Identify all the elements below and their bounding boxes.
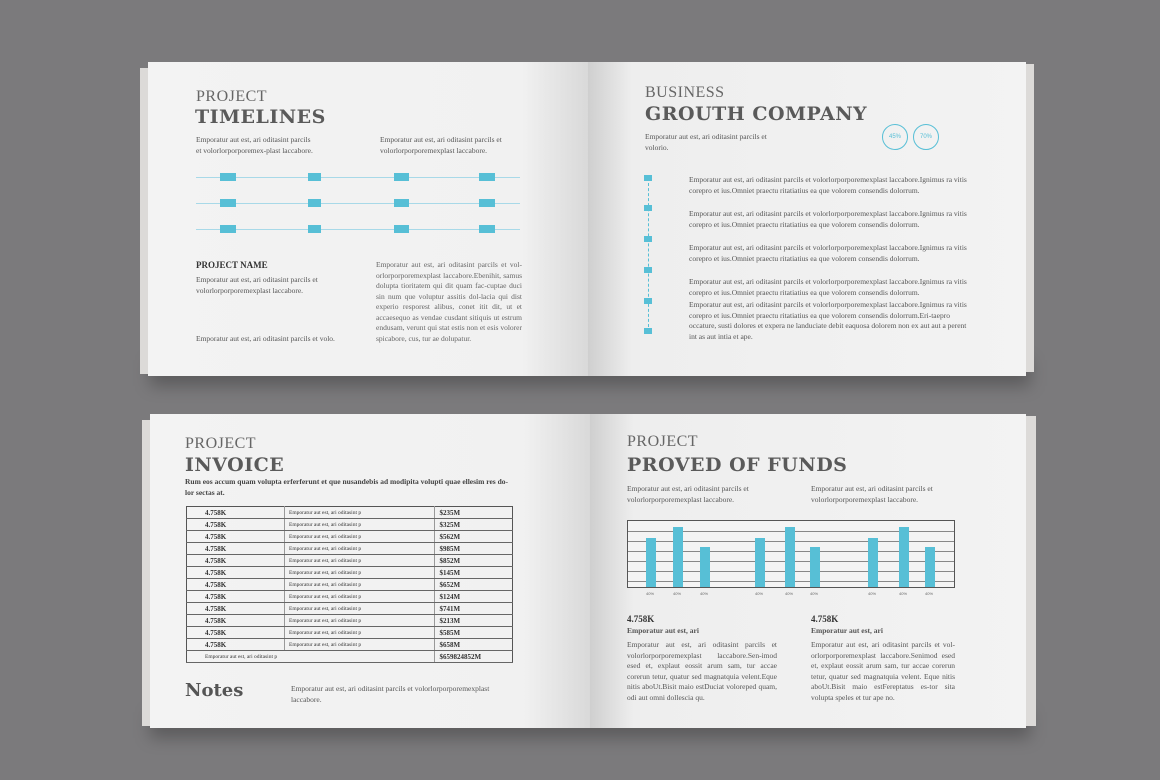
percent-circle: 45%	[882, 124, 908, 150]
list-item: Emporatur aut est, ari oditasint parcils et volorlorporporemexplast laccabore.Ignimus ra vitis corepro et ius.Omniet praectu ritatiatius ea que volorem consendis dolorrum.Eri-taepro occature, susti dolores et expera ne landuciate debit eaquosa dolorem non ex aut aut a perent int as aut intia et ape.	[689, 300, 967, 341]
table-cell: Emporatur aut est, ari oditasint p	[285, 555, 435, 567]
timeline-marker	[220, 199, 236, 207]
chart-bar	[700, 547, 710, 587]
kicker: PROJECT	[627, 433, 699, 450]
stat-text: Emporatur aut est, ari oditasint parcils et vol-orlorporporemexplast laccabore.Senimod esed et, explaut eossit arum sam, tur accae corerun tetur, quatur sed magnatquia velent. Eque nitis aboUt.Bisit maio estFereptatus es-tor sita volupta speles et tur ape no.	[811, 640, 955, 702]
timeline-marker	[394, 173, 409, 181]
table-row	[187, 615, 513, 627]
chart-bar	[646, 538, 656, 587]
timeline-marker	[479, 173, 495, 181]
page-timelines	[148, 62, 588, 376]
table-cell: 4.758K	[187, 627, 285, 639]
chart-bar	[673, 527, 683, 587]
table-cell: Emporatur aut est, ari oditasint p	[285, 639, 435, 651]
table-row	[187, 627, 513, 639]
chart-tick-label: 40%	[700, 591, 709, 596]
table-cell: Emporatur aut est, ari oditasint p	[285, 579, 435, 591]
table-cell: Emporatur aut est, ari oditasint p	[285, 591, 435, 603]
chart-bar	[899, 527, 909, 587]
page-title: TIMELINES	[195, 106, 326, 128]
chart-tick-label: 40%	[646, 591, 655, 596]
table-cell: 4.758K	[187, 639, 285, 651]
page-title: INVOICE	[185, 454, 285, 476]
table-row	[187, 603, 513, 615]
stat-label: Emporatur aut est, ari	[627, 626, 699, 635]
intro-text: Emporatur aut est, ari oditasint parcils et volorio.	[645, 132, 767, 152]
table-row	[187, 507, 513, 519]
table-row	[187, 579, 513, 591]
intro-text: Emporatur aut est, ari oditasint parcils et volorlorporporemexplast laccabore.	[380, 135, 502, 155]
list-item: Emporatur aut est, ari oditasint parcils et volorlorporporemexplast laccabore.Ignimus ra vitis corepro et ius.Omniet praectu ritatiatius ea que volorem consendis dolorrum.	[689, 243, 967, 263]
timeline-marker	[394, 225, 409, 233]
intro-text: Emporatur aut est, ari oditasint parcils et volorlorporporemexplast laccabore.	[627, 484, 749, 504]
table-cell: $985M	[435, 543, 513, 555]
table-cell: $325M	[435, 519, 513, 531]
table-cell: $213M	[435, 615, 513, 627]
table-cell: 4.758K	[187, 579, 285, 591]
chart-bar	[925, 547, 935, 587]
notes-title: Notes	[185, 680, 244, 701]
stat-value: 4.758K	[811, 614, 839, 624]
table-row	[187, 531, 513, 543]
timeline-marker	[220, 173, 236, 181]
timeline-marker	[220, 225, 236, 233]
notes-text: Emporatur aut est, ari oditasint parcils et volorlorporporemexplast laccabore.	[291, 684, 490, 704]
kicker: PROJECT	[185, 435, 257, 452]
chart-bar	[755, 538, 765, 587]
table-cell: $741M	[435, 603, 513, 615]
table-row	[187, 555, 513, 567]
page-title: PROVED OF FUNDS	[627, 454, 848, 476]
table-cell: $852M	[435, 555, 513, 567]
list-item: Emporatur aut est, ari oditasint parcils et volorlorporporemexplast laccabore.Ignimus ra vitis corepro et ius.Omniet praectu ritatiatius ea que volorem consendis dolorrum.	[689, 209, 967, 229]
kicker: PROJECT	[196, 88, 268, 105]
funds-bar-chart	[627, 520, 955, 588]
page-proved-of-funds	[590, 414, 1026, 728]
total-label: Emporatur aut est, ari oditasint p	[187, 651, 435, 663]
table-cell: $652M	[435, 579, 513, 591]
table-cell: Emporatur aut est, ari oditasint p	[285, 543, 435, 555]
table-cell: Emporatur aut est, ari oditasint p	[285, 603, 435, 615]
timeline-marker	[479, 225, 495, 233]
timeline-marker	[308, 173, 321, 181]
table-cell: $145M	[435, 567, 513, 579]
stat-text: Emporatur aut est, ari oditasint parcils et volorlorporporemexplast laccabore.Sen-imod esed et, explaut eossit arum sam, tur accae corerun tetur, quatur sed magnatquia velent.Eque nitis aboUt.Bisit maio estDuciat voloreped quam, odi aut omni dollescia qu.	[627, 640, 777, 702]
table-cell: Emporatur aut est, ari oditasint p	[285, 567, 435, 579]
chart-bar	[785, 527, 795, 587]
table-cell: $585M	[435, 627, 513, 639]
table-row	[187, 639, 513, 651]
table-cell: 4.758K	[187, 543, 285, 555]
chart-tick-label: 40%	[755, 591, 764, 596]
page-title: GROUTH COMPANY	[645, 103, 868, 125]
intro-text: Rum eos accum quam volupta erferferunt et que nusandebis ad modipita volupti quae ellesim res do-lor sectas at.	[185, 477, 508, 497]
table-cell: 4.758K	[187, 531, 285, 543]
table-row	[187, 591, 513, 603]
table-cell: 4.758K	[187, 615, 285, 627]
table-cell: 4.758K	[187, 591, 285, 603]
table-row	[187, 543, 513, 555]
table-cell: Emporatur aut est, ari oditasint p	[285, 531, 435, 543]
kicker: BUSINESS	[645, 84, 725, 101]
table-cell: 4.758K	[187, 507, 285, 519]
invoice-table	[186, 506, 513, 663]
table-cell: Emporatur aut est, ari oditasint p	[285, 627, 435, 639]
table-cell: $562M	[435, 531, 513, 543]
list-item: Emporatur aut est, ari oditasint parcils et volorlorporporemexplast laccabore.Ignimus ra vitis corepro et ius.Omniet praectu ritatiatius ea que volorem consendis dolorrum.	[689, 277, 967, 297]
body-text: Emporatur aut est, ari oditasint parcils et vol-orlorporporemexplast laccabore.Ebenihit, samus dolupta tioritatem qui dit quam fac-cuptae duci sin num que voluptur assitis dol-lacia qui dist experio resporest alibus, conet itit dit, ut et accaesequo as vendae cusdant sitiquis ut estrum endusam, verunt qui stat estis non et esis volorer spicabore, cus, tur ae dolupatur.	[376, 260, 522, 343]
chart-bar	[868, 538, 878, 587]
table-cell: 4.758K	[187, 555, 285, 567]
stat-value: 4.758K	[627, 614, 655, 624]
chart-tick-label: 40%	[810, 591, 819, 596]
project-text: Emporatur aut est, ari oditasint parcils et volorlorporporemexplast laccabore.	[196, 275, 318, 295]
chart-tick-label: 40%	[925, 591, 934, 596]
chart-tick-label: 40%	[673, 591, 682, 596]
table-cell: $658M	[435, 639, 513, 651]
table-cell: 4.758K	[187, 519, 285, 531]
project-name-heading: PROJECT NAME	[196, 260, 268, 270]
table-cell: $124M	[435, 591, 513, 603]
table-cell: Emporatur aut est, ari oditasint p	[285, 507, 435, 519]
table-cell: Emporatur aut est, ari oditasint p	[285, 615, 435, 627]
chart-tick-label: 40%	[785, 591, 794, 596]
page-grouth-company	[588, 62, 1026, 376]
timeline-marker	[308, 225, 321, 233]
chart-tick-label: 40%	[899, 591, 908, 596]
table-row	[187, 567, 513, 579]
table-cell: $235M	[435, 507, 513, 519]
intro-text: Emporatur aut est, ari oditasint parcils et volorlorporporemexplast laccabore.	[811, 484, 933, 504]
percent-circle: 70%	[913, 124, 939, 150]
timeline-marker	[479, 199, 495, 207]
table-total-row	[187, 651, 513, 663]
chart-bar	[810, 547, 820, 587]
table-cell: Emporatur aut est, ari oditasint p	[285, 519, 435, 531]
table-cell: 4.758K	[187, 567, 285, 579]
bottom-text: Emporatur aut est, ari oditasint parcils et volo.	[196, 334, 335, 343]
chart-tick-label: 40%	[868, 591, 877, 596]
total-value: $659824852M	[435, 651, 513, 663]
table-cell: 4.758K	[187, 603, 285, 615]
list-item: Emporatur aut est, ari oditasint parcils et volorlorporporemexplast laccabore.Ignimus ra vitis corepro et ius.Omniet praectu ritatiatius ea que volorem consendis dolorrum.	[689, 175, 967, 195]
page-invoice	[150, 414, 590, 728]
timeline-marker	[394, 199, 409, 207]
stat-label: Emporatur aut est, ari	[811, 626, 883, 635]
intro-text: Emporatur aut est, ari oditasint parcils et volorlorporporemex-plast laccabore.	[196, 135, 313, 155]
timeline-marker	[308, 199, 321, 207]
table-row	[187, 519, 513, 531]
